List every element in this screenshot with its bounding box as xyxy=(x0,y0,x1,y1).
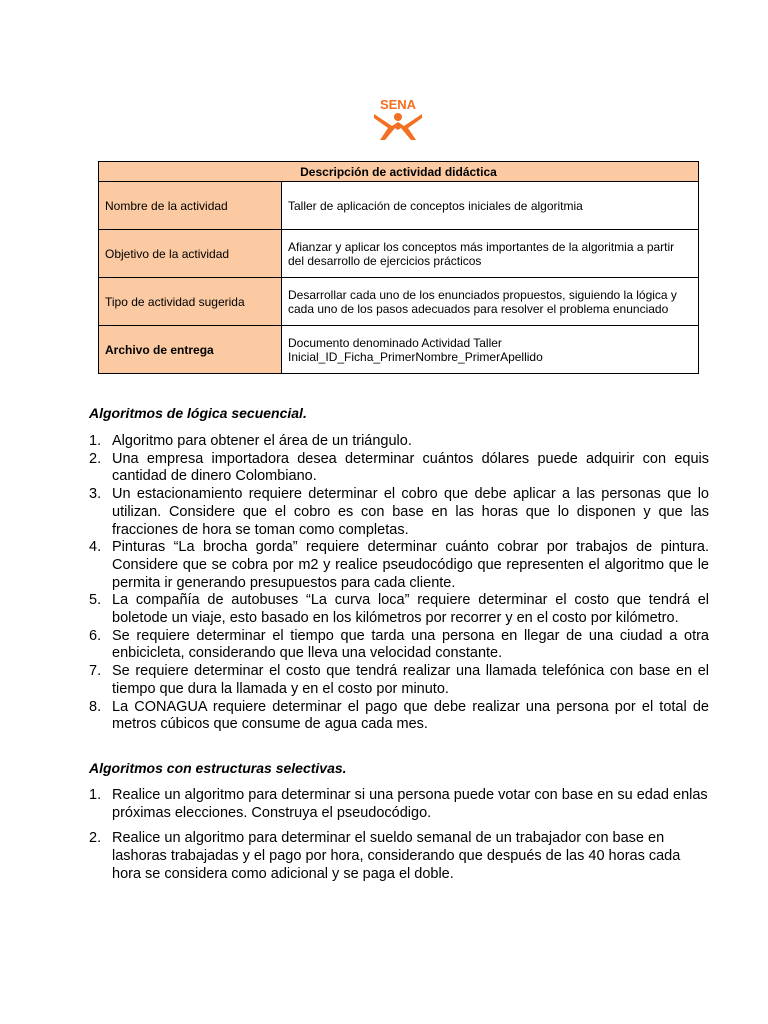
item-number: 5. xyxy=(89,592,102,609)
item-text: Algoritmo para obtener el área de un triángulo. xyxy=(112,433,412,449)
item-text: Se requiere determinar el costo que tendrá realizar una llamada telefónica con base en el tiempo que dura la llamada y en el costo por minuto. xyxy=(112,663,709,697)
row-label: Objetivo de la actividad xyxy=(99,230,282,278)
item-number: 2. xyxy=(89,830,102,847)
list-item xyxy=(89,592,709,627)
item-number: 7. xyxy=(89,663,102,680)
list-item xyxy=(89,663,709,698)
table-header: Descripción de actividad didáctica xyxy=(99,162,699,182)
item-number: 1. xyxy=(89,433,102,449)
section-title-sequential: Algoritmos de lógica secuencial. xyxy=(89,405,307,421)
sena-logo xyxy=(368,96,428,142)
table-row xyxy=(99,182,699,230)
sequential-exercise-list xyxy=(89,433,709,734)
item-number: 4. xyxy=(89,539,102,556)
section-title-selective: Algoritmos con estructuras selectivas. xyxy=(89,760,347,776)
list-item xyxy=(89,451,709,486)
item-text: Realice un algoritmo para determinar el sueldo semanal de un trabajador con base en lashoras trabajadas y el pago por hora, considerando que después de las 40 horas cada hora se considera como adicional y se paga el doble. xyxy=(112,830,681,882)
list-item xyxy=(89,539,709,592)
list-item xyxy=(89,628,709,663)
item-text: Realice un algoritmo para determinar si una persona puede votar con base en su edad enlas próximas elecciones. Construya el pseudocódigo. xyxy=(112,787,708,821)
item-number: 6. xyxy=(89,627,102,644)
item-number: 3. xyxy=(89,486,102,503)
selective-exercise-list xyxy=(89,787,709,892)
row-value: Afianzar y aplicar los conceptos más importantes de la algoritmia a partir del desarrollo de ejercicios prácticos xyxy=(282,230,699,278)
row-value: Desarrollar cada uno de los enunciados propuestos, siguiendo la lógica y cada uno de los pasos adecuados para resolver el problema enunciado xyxy=(282,278,699,326)
table-row xyxy=(99,230,699,278)
item-text: La CONAGUA requiere determinar el pago que debe realizar una persona por el total de metros cúbicos que consume de agua cada mes. xyxy=(112,698,709,733)
row-value: Taller de aplicación de conceptos iniciales de algoritmia xyxy=(282,182,699,230)
row-value: Documento denominado Actividad Taller Inicial_ID_Ficha_PrimerNombre_PrimerApellido xyxy=(282,326,699,374)
list-item xyxy=(89,787,709,822)
row-label: Tipo de actividad sugerida xyxy=(99,278,282,326)
list-item xyxy=(89,830,709,883)
sena-logo-text: SENA xyxy=(379,97,417,112)
item-number: 1. xyxy=(89,787,102,803)
row-label: Archivo de entrega xyxy=(99,326,282,374)
item-text: Un estacionamiento requiere determinar el cobro que debe aplicar a las personas que lo utilizan. Considere que el cobro es con base en las horas que lo disponen y que las fracciones de hora se toman como completas. xyxy=(112,486,709,538)
list-item xyxy=(89,486,709,539)
item-text: Se requiere determinar el tiempo que tarda una persona en llegar de una ciudad a otra enbicicleta, considerando que lleva una velocidad constante. xyxy=(112,627,709,662)
list-item xyxy=(89,699,709,734)
item-number: 2. xyxy=(89,450,102,467)
item-text: Una empresa importadora desea determinar cuántos dólares puede adquirir con equis cantidad de dinero Colombiano. xyxy=(112,450,709,485)
item-number: 8. xyxy=(89,698,102,715)
activity-description-table xyxy=(98,161,699,374)
table-row xyxy=(99,326,699,374)
item-text: Pinturas “La brocha gorda” requiere determinar cuánto cobrar por trabajos de pintura. Considere que se cobra por m2 y realice pseudocódigo que representen el algoritmo que le permita ir generando presupuestos para cada cliente. xyxy=(112,539,709,591)
item-text: La compañía de autobuses “La curva loca” requiere determinar el costo que tendrá el boletode un viaje, esto basado en los kilómetros por recorrer y en el costo por kilómetro. xyxy=(112,592,709,627)
table-row xyxy=(99,278,699,326)
row-label: Nombre de la actividad xyxy=(99,182,282,230)
list-item xyxy=(89,433,709,451)
